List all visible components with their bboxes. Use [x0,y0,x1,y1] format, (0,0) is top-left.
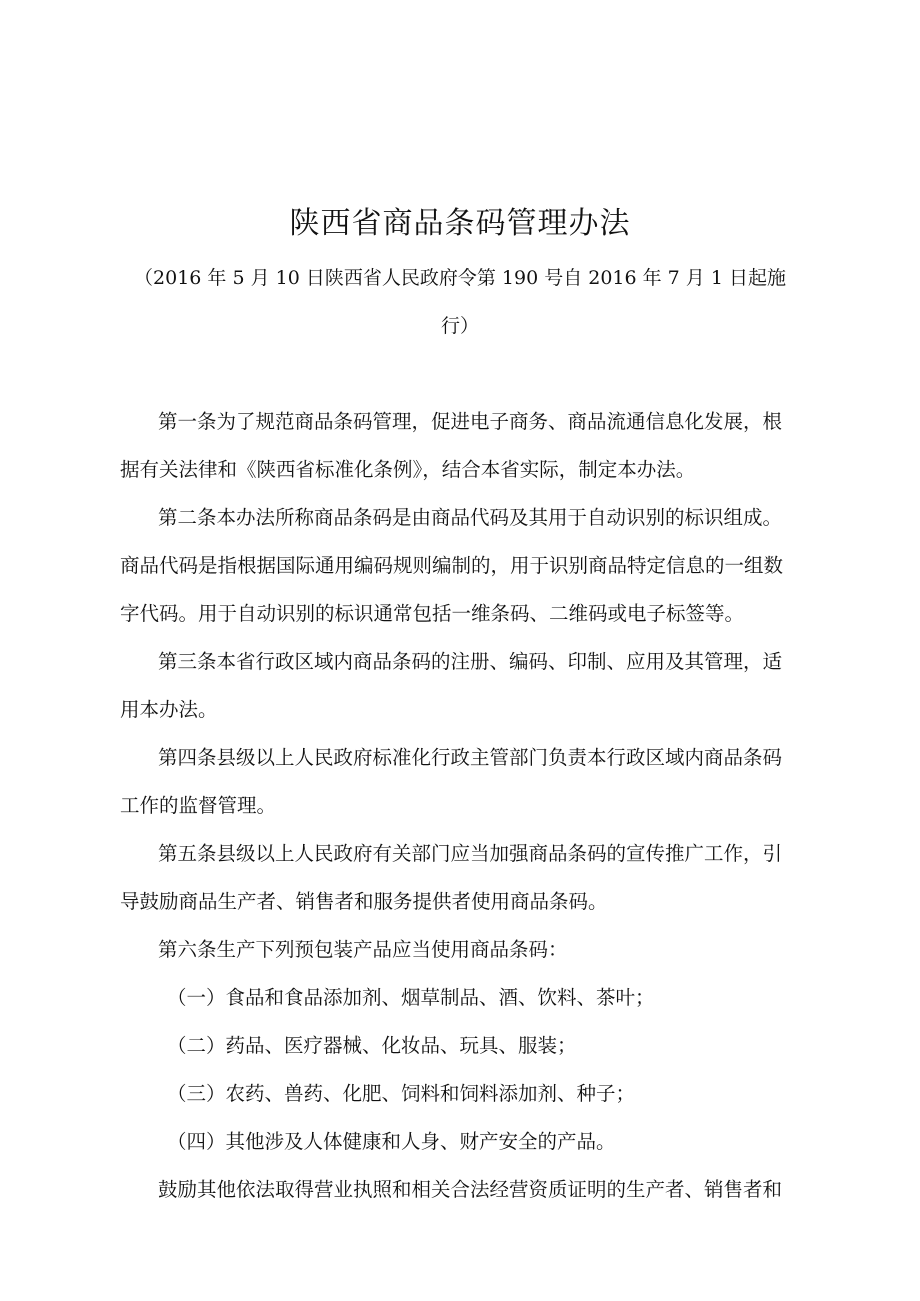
article-6-paragraph-2-line-1: 鼓励其他依法取得营业执照和相关合法经营资质证明的生产者、销售者和 [158,1178,783,1201]
article-3-line-2: 用本办法。 [120,698,218,721]
article-3-line-1: 第三条本省行政区域内商品条码的注册、编码、印制、应用及其管理，适 [158,650,783,673]
article-5-line-1: 第五条县级以上人民政府有关部门应当加强商品条码的宣传推广工作，引 [158,842,783,865]
article-2-line-1: 第二条本办法所称商品条码是由商品代码及其用于自动识别的标识组成。 [158,506,783,529]
document-subtitle-line-2: 行） [440,315,479,337]
article-1-line-1: 第一条为了规范商品条码管理，促进电子商务、商品流通信息化发展，根 [158,410,783,433]
article-6-item-2: （二）药品、医疗器械、化妆品、玩具、服装； [167,1034,577,1057]
article-4-line-2: 工作的监督管理。 [120,794,277,817]
article-4-line-1: 第四条县级以上人民政府标准化行政主管部门负责本行政区域内商品条码 [158,746,783,769]
article-2-line-2: 商品代码是指根据国际通用编码规则编制的，用于识别商品特定信息的一组数 [120,554,784,577]
article-2-line-3: 字代码。用于自动识别的标识通常包括一维条码、二维码或电子标签等。 [120,602,745,625]
article-6-item-3: （三）农药、兽药、化肥、饲料和饲料添加剂、种子； [167,1082,636,1105]
document-body [120,404,800,1220]
document-subtitle-line-1: （2016 年 5 月 10 日陕西省人民政府令第 190 号自 2016 年 7 月 1 日起施 [134,267,786,289]
document-title: 陕西省商品条码管理办法 [289,206,631,241]
article-6-line-1: 第六条生产下列预包装产品应当使用商品条码： [158,938,568,961]
article-6-item-1: （一）食品和食品添加剂、烟草制品、酒、饮料、茶叶； [167,986,655,1009]
article-1-line-2: 据有关法律和《陕西省标准化条例》，结合本省实际，制定本办法。 [120,458,696,481]
article-6-item-4: （四）其他涉及人体健康和人身、财产安全的产品。 [167,1130,616,1153]
article-5-line-2: 导鼓励商品生产者、销售者和服务提供者使用商品条码。 [120,890,608,913]
